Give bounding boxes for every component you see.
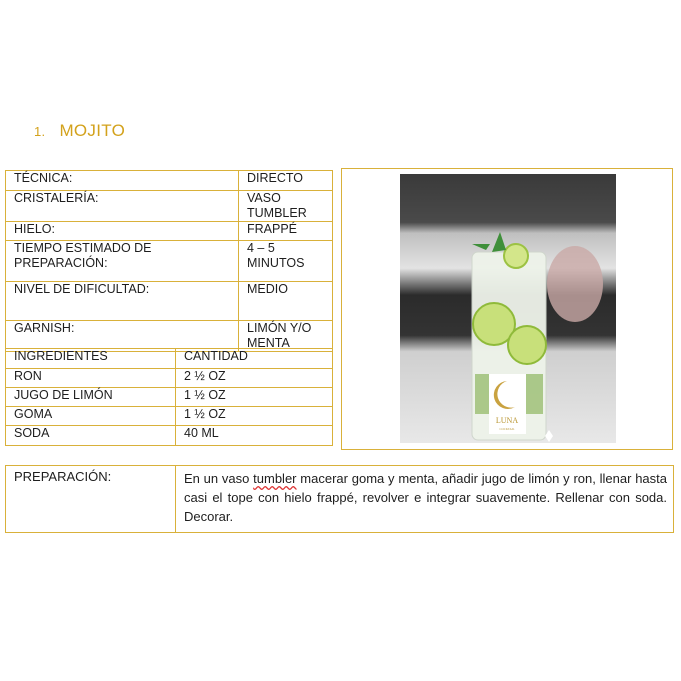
detail-label: TÉCNICA: bbox=[6, 171, 239, 191]
preparation-table bbox=[5, 465, 674, 533]
prep-text-part: macerar goma y menta, añadir jugo de limón y ron, llenar hasta casi el tope con hielo frappé, revolver e integrar suavemente. Rellenar con soda. Decorar. bbox=[184, 471, 667, 524]
ingredient-qty: 1 ½ OZ bbox=[176, 407, 333, 426]
logo-text: LUNA bbox=[495, 416, 519, 425]
ingredients-header: INGREDIENTES bbox=[6, 349, 176, 369]
quantity-header: CANTIDAD bbox=[176, 349, 333, 369]
detail-label: GARNISH: bbox=[6, 321, 239, 352]
detail-label: TIEMPO ESTIMADO DE PREPARACIÓN: bbox=[6, 241, 239, 282]
heading-number: 1. bbox=[34, 124, 46, 139]
mojito-photo bbox=[400, 174, 616, 443]
preparation-label: PREPARACIÓN: bbox=[6, 466, 176, 533]
ingredient-qty: 1 ½ OZ bbox=[176, 388, 333, 407]
logo-subtext: COCKTAIL bbox=[499, 427, 515, 431]
detail-value: LIMÓN Y/O MENTA bbox=[239, 321, 333, 352]
spellcheck-word: tumbler bbox=[253, 471, 297, 486]
heading-text: MOJITO bbox=[59, 121, 126, 140]
detail-label: NIVEL DE DIFICULTAD: bbox=[6, 282, 239, 321]
ingredient-qty: 40 ML bbox=[176, 426, 333, 446]
detail-label: HIELO: bbox=[6, 222, 239, 241]
detail-value: DIRECTO bbox=[239, 171, 333, 191]
ingredient-name: JUGO DE LIMÓN bbox=[6, 388, 176, 407]
detail-value: 4 – 5 MINUTOS bbox=[239, 241, 333, 282]
detail-value: FRAPPÉ bbox=[239, 222, 333, 241]
prep-text-part: En un vaso bbox=[184, 471, 254, 486]
mojito-glass-illustration bbox=[400, 174, 616, 443]
ingredient-qty: 2 ½ OZ bbox=[176, 369, 333, 388]
detail-value: MEDIO bbox=[239, 282, 333, 321]
ingredient-name: SODA bbox=[6, 426, 176, 446]
ingredient-name: GOMA bbox=[6, 407, 176, 426]
ingredient-name: RON bbox=[6, 369, 176, 388]
ingredients-table bbox=[5, 348, 333, 446]
recipe-title bbox=[34, 121, 125, 141]
detail-value: VASO TUMBLER bbox=[239, 191, 333, 222]
detail-label: CRISTALERÍA: bbox=[6, 191, 239, 222]
preparation-text bbox=[176, 466, 674, 533]
details-table bbox=[5, 170, 333, 352]
